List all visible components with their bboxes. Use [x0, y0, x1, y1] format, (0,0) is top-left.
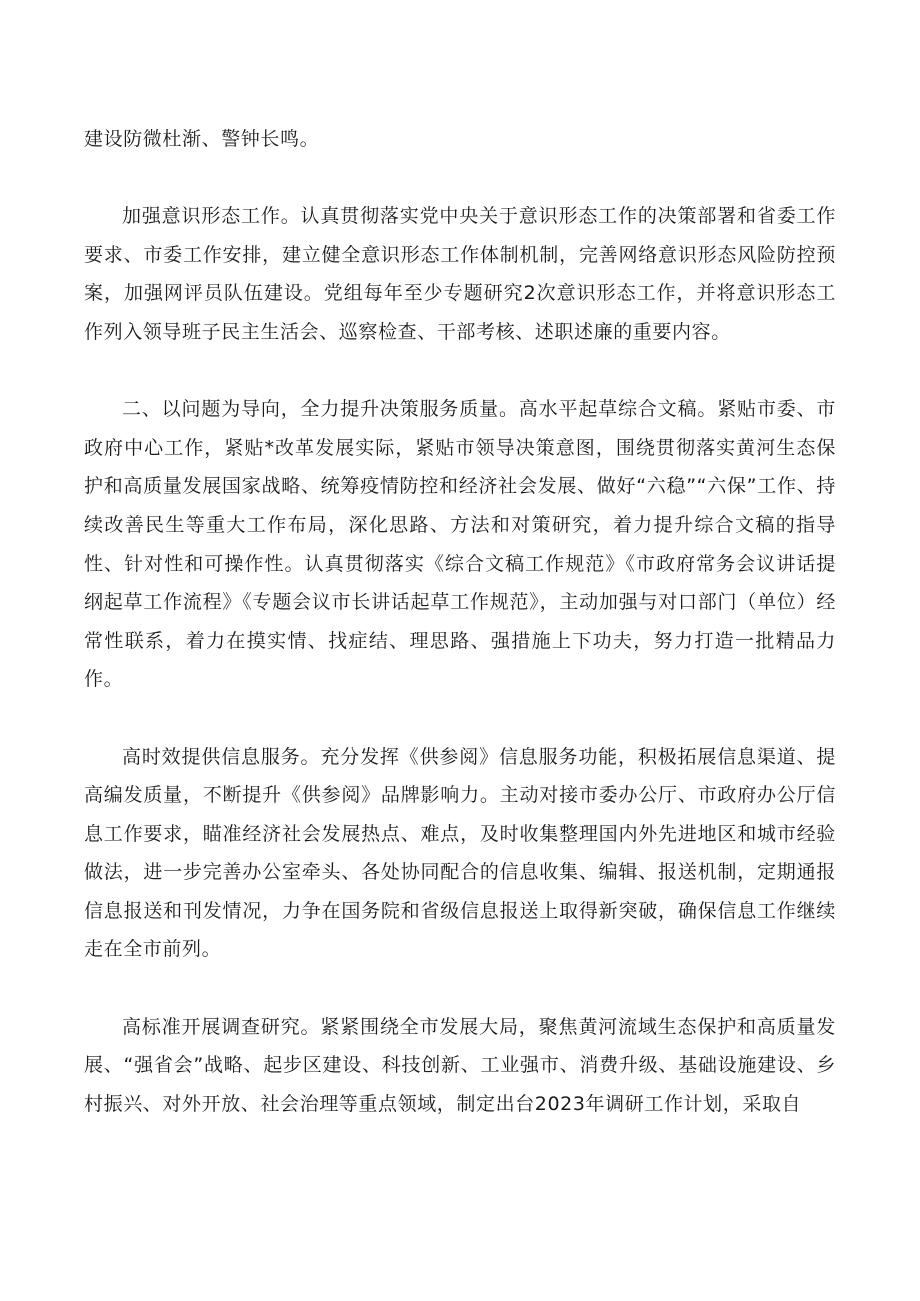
document-body: [84, 120, 836, 1123]
paragraph-information-service: 高时效提供信息服务。充分发挥《供参阅》信息服务功能，积极拓展信息渠道、提高编发质量，不断提升《供参阅》品牌影响力。主动对接市委办公厅、市政府办公厅信息工作要求，瞄准经济社会发展热点、难点，及时收集整理国内外先进地区和城市经验做法，进一步完善办公室牵头、各处协同配合的信息收集、编辑、报送机制，定期通报信息报送和刊发情况，力争在国务院和省级信息报送上取得新突破，确保信息工作继续走在全市前列。: [84, 745, 836, 961]
paragraph-continuation: 建设防微杜渐、警钟长鸣。: [84, 128, 320, 150]
paragraph-ideology-work: 加强意识形态工作。认真贯彻落实党中央关于意识形态工作的决策部署和省委工作要求、市委工作安排，建立健全意识形态工作体制机制，完善网络意识形态风险防控预案，加强网评员队伍建设。党组每年至少专题研究2次意识形态工作，并将意识形态工作列入领导班子民主生活会、巡察检查、干部考核、述职述廉的重要内容。: [84, 205, 836, 343]
paragraph-investigation-research: 高标准开展调查研究。紧紧围绕全市发展大局，聚焦黄河流域生态保护和高质量发展、“强省会”战略、起步区建设、科技创新、工业强市、消费升级、基础设施建设、乡村振兴、对外开放、社会治理等重点领域，制定出台2023年调研工作计划，采取自: [84, 1015, 836, 1115]
paragraph-decision-service: 二、以问题为导向，全力提升决策服务质量。高水平起草综合文稿。紧贴市委、市政府中心工作，紧贴*改革发展实际，紧贴市领导决策意图，围绕贯彻落实黄河生态保护和高质量发展国家战略、统筹疫情防控和经济社会发展、做好“六稳”“六保”工作、持续改善民生等重大工作布局，深化思路、方法和对策研究，着力提升综合文稿的指导性、针对性和可操作性。认真贯彻落实《综合文稿工作规范》《市政府常务会议讲话提纲起草工作流程》《专题会议市长讲话起草工作规范》，主动加强与对口部门（单位）经常性联系，着力在摸实情、找症结、理思路、强措施上下功夫，努力打造一批精品力作。: [84, 398, 836, 691]
